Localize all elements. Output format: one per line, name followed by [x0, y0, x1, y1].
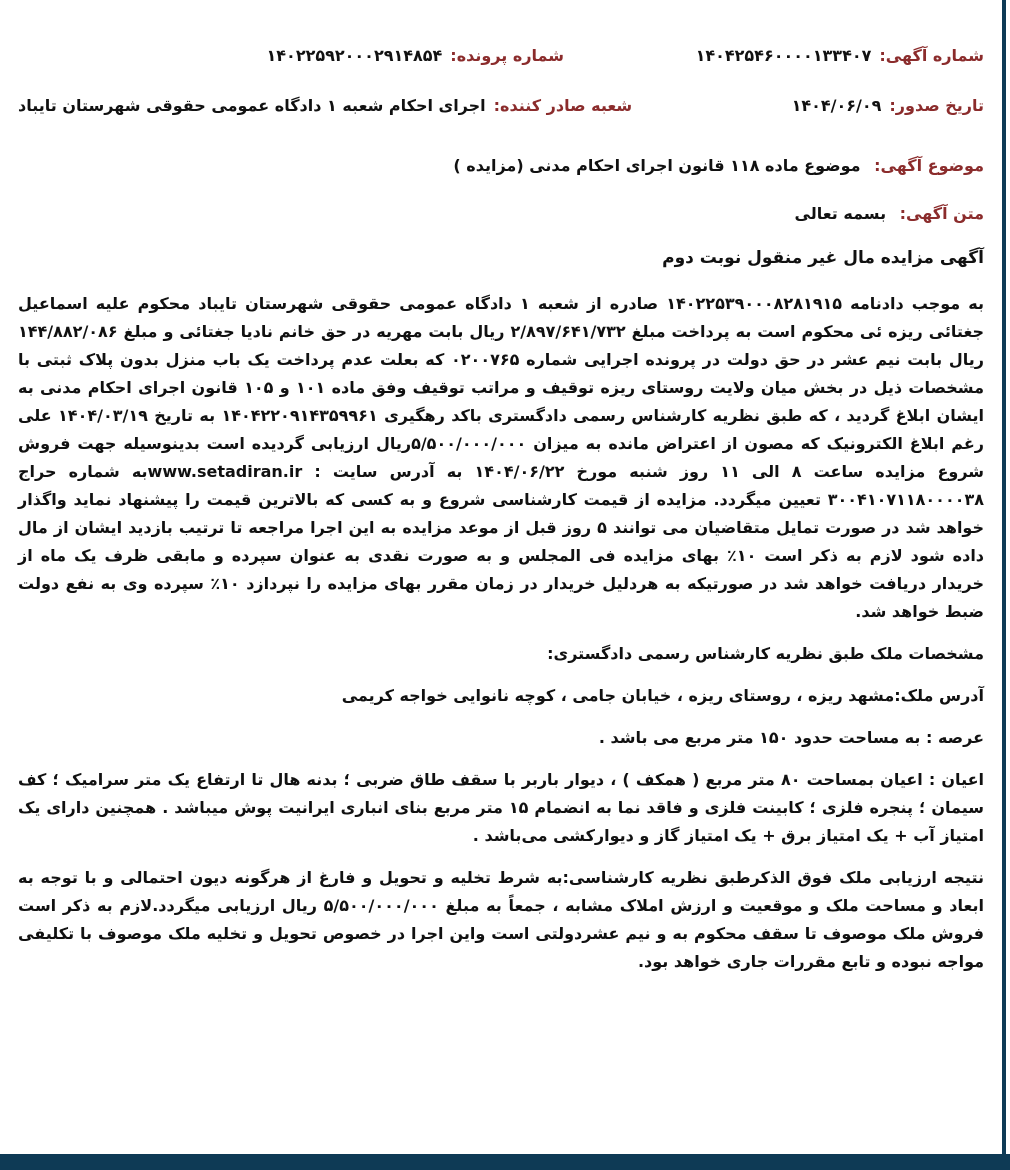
- text-label: متن آگهی:: [899, 204, 984, 223]
- issue-date: [632, 96, 984, 115]
- text-start: بسمه تعالی: [794, 204, 887, 223]
- paragraph-land-area: عرصه : به مساحت حدود ۱۵۰ متر مربع می باشد .: [598, 728, 984, 747]
- bottom-bar: [0, 1154, 1010, 1170]
- ad-number: [564, 46, 984, 65]
- announcement-title: آگهی مزایده مال غیر منقول نوبت دوم: [662, 248, 984, 268]
- branch-value: اجرای احکام شعبه ۱ دادگاه عمومی حقوقی شهرستان تایباد: [18, 96, 486, 115]
- ad-number-value: ۱۴۰۴۲۵۴۶۰۰۰۰۱۳۳۴۰۷: [695, 46, 872, 65]
- subject-line: [18, 156, 984, 175]
- paragraph-address: آدرس ملک:مشهد ریزه ، روستای ریزه ، خیابان جامی ، کوچه نانوایی خواجه کریمی: [341, 686, 984, 705]
- issue-date-label: تاریخ صدور:: [889, 96, 984, 115]
- announcement-body: [18, 244, 984, 990]
- meta-row-date-branch: [18, 96, 984, 115]
- meta-row-numbers: [18, 46, 984, 65]
- issuing-branch: [18, 96, 632, 115]
- paragraph-valuation: نتیجه ارزیابی ملک فوق الذکرطبق نظریه کارشناسی:به شرط تخلیه و تحویل و فارغ از هرگونه دیون احتمالی و با توجه به ابعاد و مساحت ملک و موقعیت و ارزش املاک مشابه ، جمعاً به مبلغ ۵/۵۰۰/۰۰۰/۰۰۰ ریال ارزیابی میگردد.لازم به ذکر است فروش ملک موصوف تا سقف محکوم به و نیم عشردولتی است واین اجرا در خصوص تحویل و تخلیه ملک موصوف با تکلیفی مواجه نبوده و تابع مقررات جاری خواهد بود.: [18, 868, 984, 971]
- text-label-line: [18, 204, 984, 223]
- paragraph-ruling: به موجب دادنامه ۱۴۰۲۲۵۳۹۰۰۰۸۲۸۱۹۱۵ صادره از شعبه ۱ دادگاه عمومی حقوقی شهرستان تایباد محکوم علیه اسماعیل جغتائی ریزه ئی محکوم است به پرداخت مبلغ ۲/۸۹۷/۶۴۱/۷۳۲ ریال بابت مهریه در حق خانم نادیا جغتائی و مبلغ ۱۴۴/۸۸۲/۰۸۶ ریال بابت نیم عشر در حق دولت در پرونده اجرایی شماره ۰۲۰۰۷۶۵ که بعلت عدم پرداخت یک باب منزل بدون پلاک ثبتی با مشخصات ذیل در بخش میان ولایت روستای ریزه توقیف و مراتب توقیف وفق ماده ۱۰۱ و ۱۰۵ قانون اجرای احکام مدنی به ایشان ابلاغ گردید ، که طبق نظریه کارشناس رسمی دادگستری باکد رهگیری ۱۴۰۴۲۲۰۹۱۴۳۵۹۹۶۱ به تاریخ ۱۴۰۴/۰۳/۱۹ علی رغم ابلاغ الکترونیک که مصون از اعتراض مانده به میزان ۵/۵۰۰/۰۰۰/۰۰۰ریال ارزیابی گردیده است بدینوسیله جهت فروش شروع مزایده ساعت ۸ الی ۱۱ روز شنبه مورخ ۱۴۰۴/۰۶/۲۲ به آدرس سایت : www.setadiran.irبه شماره حراج ۳۰۰۴۱۰۷۱۱۸۰۰۰۰۳۸ تعیین میگردد. مزایده از قیمت کارشناسی شروع و به کسی که بالاترین قیمت را پیشنهاد نماید واگذار خواهد شد در صورت تمایل متقاضیان می توانند ۵ روز قبل از موعد مزایده به این اجرا مراجعه تا ترتیب بازدید ایشان از مال داده شود لازم به ذکر است ۱۰٪ بهای مزایده فی المجلس و به صورت نقدی به عنوان سپرده و مابقی ظرف یک ماه از خریدار دریافت خواهد شد در صورتیکه به هردلیل خریدار در زمان مقرر بهای مزایده را نپردازد ۱۰٪ سپرده وی به نفع دولت ضبط خواهد شد.: [18, 294, 985, 621]
- case-number-value: ۱۴۰۲۲۵۹۲۰۰۰۲۹۱۴۸۵۴: [266, 46, 443, 65]
- ad-number-label: شماره آگهی:: [879, 46, 984, 65]
- subject-value: موضوع ماده ۱۱۸ قانون اجرای احکام مدنی (مزایده ): [453, 156, 861, 175]
- case-number-label: شماره پرونده:: [450, 46, 564, 65]
- issue-date-value: ۱۴۰۴/۰۶/۰۹: [791, 96, 882, 115]
- paragraph-specs-heading: مشخصات ملک طبق نظریه کارشناس رسمی دادگستری:: [547, 644, 984, 663]
- subject-label: موضوع آگهی:: [874, 156, 984, 175]
- case-number: [267, 46, 564, 65]
- paragraph-building: اعیان : اعیان بمساحت ۸۰ متر مربع ( همکف ) ، دیوار باربر با سقف طاق ضربی ؛ بدنه هال تا ارتفاع یک متر سرامیک ؛ کف سیمان ؛ پنجره فلزی ؛ کابینت فلزی و فاقد نما به انضمام ۱۵ متر مربع بنای انباری ایرانیت پوش میباشد . همچنین دارای یک امتیاز آب + یک امتیاز برق + یک امتیاز گاز و دیوارکشی می‌باشد .: [18, 770, 985, 845]
- branch-label: شعبه صادر کننده:: [493, 96, 633, 115]
